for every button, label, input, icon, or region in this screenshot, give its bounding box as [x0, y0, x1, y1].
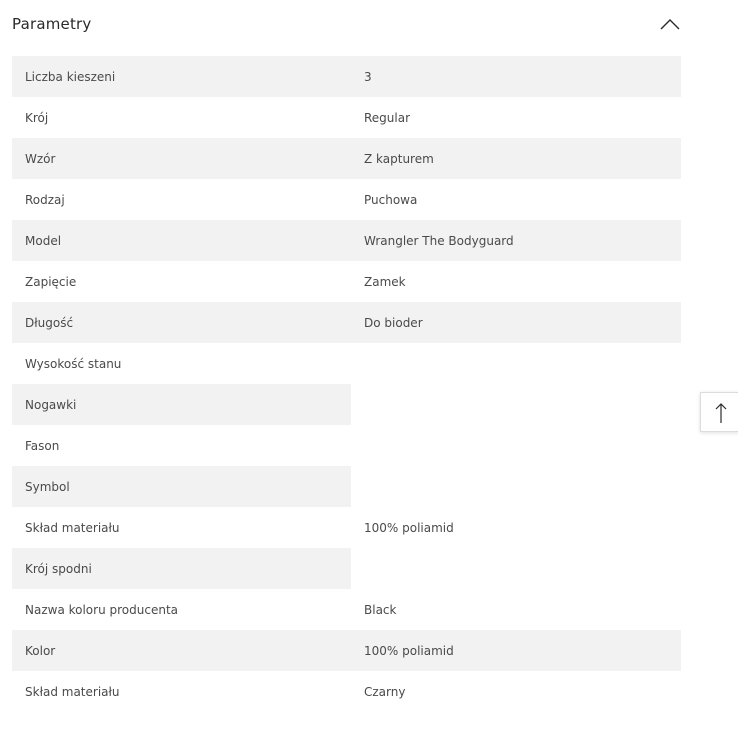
param-name: Liczba kieszeni [25, 70, 116, 84]
param-row [12, 589, 681, 630]
param-name: Krój [25, 111, 49, 125]
param-row [12, 425, 681, 466]
row-background [12, 630, 681, 671]
param-name: Krój spodni [25, 562, 92, 576]
param-value: Czarny [364, 685, 406, 699]
section-title: Parametry [12, 15, 92, 33]
parameters-section-header[interactable] [12, 0, 681, 50]
arrow-up-icon [713, 402, 729, 424]
param-value: 3 [364, 70, 372, 84]
param-row [12, 302, 681, 343]
param-name: Skład materiału [25, 685, 120, 699]
param-value: 100% poliamid [364, 521, 454, 535]
param-row [12, 548, 681, 589]
param-value: Puchowa [364, 193, 418, 207]
param-row [12, 507, 681, 548]
param-row [12, 466, 681, 507]
param-name: Model [25, 234, 62, 248]
param-row [12, 261, 681, 302]
param-value: Z kapturem [364, 152, 434, 166]
scroll-to-top-button[interactable] [700, 392, 738, 432]
param-name: Nogawki [25, 398, 77, 412]
param-row [12, 220, 681, 261]
parameters-table [12, 56, 681, 712]
param-name: Nazwa koloru producenta [25, 603, 178, 617]
param-name: Wzór [25, 152, 56, 166]
param-name: Rodzaj [25, 193, 65, 207]
param-value: Do bioder [364, 316, 423, 330]
param-row [12, 384, 681, 425]
param-row [12, 343, 681, 384]
param-name: Fason [25, 439, 60, 453]
param-row [12, 630, 681, 671]
param-row [12, 56, 681, 97]
param-name: Skład materiału [25, 521, 120, 535]
param-value: Regular [364, 111, 411, 125]
param-row [12, 97, 681, 138]
param-value: Zamek [364, 275, 406, 289]
param-value: Wrangler The Bodyguard [364, 234, 514, 248]
param-name: Wysokość stanu [25, 357, 122, 371]
row-background [12, 138, 681, 179]
param-value: 100% poliamid [364, 644, 454, 658]
param-name: Kolor [25, 644, 56, 658]
param-value: Black [364, 603, 397, 617]
param-row [12, 138, 681, 179]
row-background [12, 220, 681, 261]
row-background [12, 302, 681, 343]
param-name: Symbol [25, 480, 70, 494]
param-name: Długość [25, 316, 74, 330]
param-name: Zapięcie [25, 275, 77, 289]
param-row [12, 179, 681, 220]
param-row [12, 671, 681, 712]
chevron-up-icon[interactable] [659, 14, 681, 36]
